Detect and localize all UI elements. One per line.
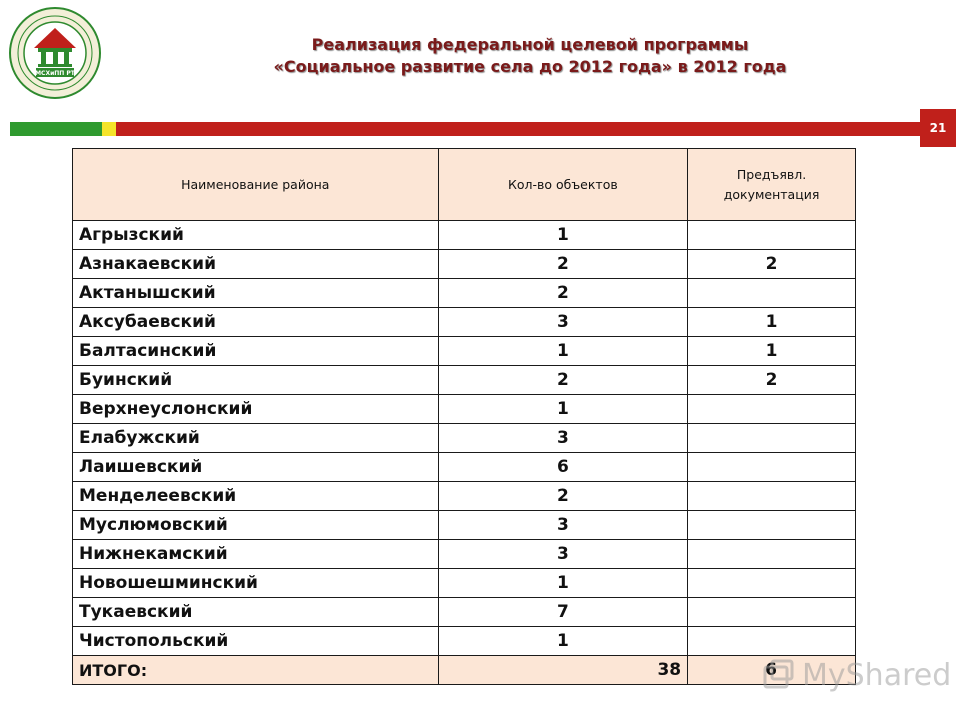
objects-count-cell: 3 <box>438 511 688 540</box>
ministry-logo <box>8 6 102 100</box>
district-name-cell: Верхнеуслонский <box>73 395 439 424</box>
district-name-cell: Елабужский <box>73 424 439 453</box>
slide-number: 21 <box>920 109 956 147</box>
docs-count-cell <box>688 395 856 424</box>
district-name-cell: Тукаевский <box>73 598 439 627</box>
district-name-cell: Агрызский <box>73 221 439 250</box>
watermark-text: MyShared <box>802 657 952 693</box>
table-row <box>73 511 856 540</box>
band-yellow <box>102 122 116 136</box>
docs-count-cell <box>688 511 856 540</box>
table-body <box>73 221 856 685</box>
objects-count-cell: 3 <box>438 424 688 453</box>
objects-count-cell: 3 <box>438 308 688 337</box>
table-row <box>73 598 856 627</box>
docs-count-cell <box>688 569 856 598</box>
band-red <box>116 122 920 136</box>
table-row <box>73 569 856 598</box>
page-title <box>130 34 930 78</box>
table-row <box>73 482 856 511</box>
table-row <box>73 250 856 279</box>
table-row <box>73 453 856 482</box>
docs-count-cell: 1 <box>688 337 856 366</box>
districts-table <box>72 148 856 685</box>
logo-text: МСХиПП РТ <box>35 70 75 77</box>
objects-count-cell: 2 <box>438 250 688 279</box>
docs-count-cell: 2 <box>688 366 856 395</box>
table-row <box>73 308 856 337</box>
total-label-cell: ИТОГО: <box>73 656 439 685</box>
objects-count-cell: 1 <box>438 337 688 366</box>
docs-count-cell <box>688 453 856 482</box>
objects-count-cell: 1 <box>438 569 688 598</box>
district-name-cell: Чистопольский <box>73 627 439 656</box>
total-row <box>73 656 856 685</box>
objects-count-cell: 7 <box>438 598 688 627</box>
objects-count-cell: 6 <box>438 453 688 482</box>
objects-count-cell: 3 <box>438 540 688 569</box>
objects-count-cell: 2 <box>438 366 688 395</box>
district-name-cell: Аксубаевский <box>73 308 439 337</box>
total-objects-cell: 38 <box>438 656 688 685</box>
docs-count-cell <box>688 482 856 511</box>
table-row <box>73 395 856 424</box>
ministry-emblem-icon <box>8 6 102 100</box>
header-district: Наименование района <box>73 149 439 221</box>
table-row <box>73 221 856 250</box>
district-name-cell: Нижнекамский <box>73 540 439 569</box>
district-name-cell: Новошешминский <box>73 569 439 598</box>
district-name-cell: Буинский <box>73 366 439 395</box>
objects-count-cell: 1 <box>438 221 688 250</box>
district-name-cell: Менделеевский <box>73 482 439 511</box>
docs-count-cell: 2 <box>688 250 856 279</box>
district-name-cell: Азнакаевский <box>73 250 439 279</box>
table-row <box>73 366 856 395</box>
objects-count-cell: 1 <box>438 395 688 424</box>
objects-count-cell: 2 <box>438 482 688 511</box>
table-row <box>73 540 856 569</box>
header-objects: Кол-во объектов <box>438 149 688 221</box>
table-row <box>73 424 856 453</box>
docs-count-cell: 1 <box>688 308 856 337</box>
table-header <box>73 149 856 221</box>
district-name-cell: Муслюмовский <box>73 511 439 540</box>
district-name-cell: Балтасинский <box>73 337 439 366</box>
table-row <box>73 337 856 366</box>
district-name-cell: Лаишевский <box>73 453 439 482</box>
docs-count-cell <box>688 540 856 569</box>
docs-count-cell <box>688 424 856 453</box>
table-row <box>73 279 856 308</box>
docs-count-cell <box>688 627 856 656</box>
title-line-1: Реализация федеральной целевой программы <box>311 35 749 54</box>
title-line-2: «Социальное развитие села до 2012 года» в 2012 года <box>273 57 787 76</box>
docs-count-cell <box>688 279 856 308</box>
objects-count-cell: 2 <box>438 279 688 308</box>
header-docs: Предъявл. документация <box>688 149 856 221</box>
docs-count-cell <box>688 221 856 250</box>
district-name-cell: Актанышский <box>73 279 439 308</box>
table-row <box>73 627 856 656</box>
total-docs-cell: 6 <box>688 656 856 685</box>
band-green <box>10 122 102 136</box>
objects-count-cell: 1 <box>438 627 688 656</box>
docs-count-cell <box>688 598 856 627</box>
